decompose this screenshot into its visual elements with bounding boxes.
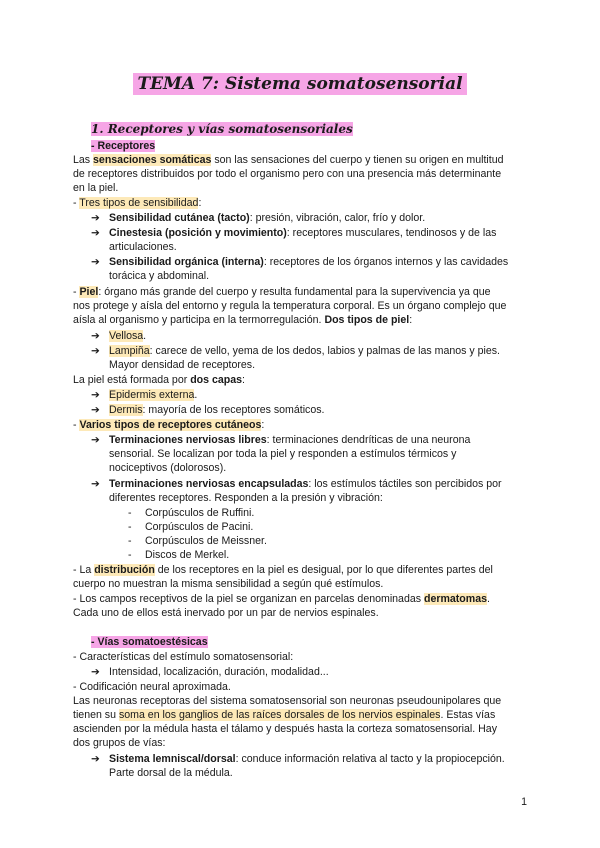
paragraph-line: - La distribución de los receptores en la piel es desigual, por lo que diferentes partes del xyxy=(73,564,493,576)
arrow-bullet-icon: ➔ xyxy=(91,345,100,357)
paragraph-line: ascienden por la médula hasta el tálamo y después hasta la corteza somatosensorial. Hay xyxy=(73,723,497,735)
dash-bullet-icon: - xyxy=(128,535,132,547)
dash-bullet-icon: - xyxy=(128,549,132,561)
list-item: Sistema lemniscal/dorsal: conduce información relativa al tacto y la propiocepción. xyxy=(109,753,505,765)
dash-bullet-icon: - xyxy=(128,521,132,533)
list-item: Sensibilidad cutánea (tacto): presión, vibración, calor, frío y dolor. xyxy=(109,212,426,224)
paragraph-line: nos protege y aísla del entorno y regula la temperatura corporal. Es un órgano complejo que xyxy=(73,300,507,312)
list-item-cont: Mayor densidad de receptores. xyxy=(109,359,256,371)
page-number: 1 xyxy=(521,796,527,808)
section-heading: 1. Receptores y vías somatosensoriales xyxy=(91,122,353,136)
paragraph-line: La piel está formada por dos capas: xyxy=(73,374,245,386)
paragraph-line: - Piel: órgano más grande del cuerpo y resulta fundamental para la supervivencia ya que xyxy=(73,286,491,298)
page-title: TEMA 7: Sistema somatosensorial xyxy=(0,74,600,94)
subheading-receptores: - Receptores xyxy=(91,140,156,152)
list-item: Lampiña: carece de vello, yema de los dedos, labios y palmas de las manos y pies. xyxy=(109,345,501,357)
list-item-cont: diferentes receptores. Responden a la presión y vibración: xyxy=(109,492,383,504)
paragraph-line: tienen su soma en los ganglios de las raíces dorsales de los nervios espinales. Estas vías xyxy=(73,709,496,721)
paragraph-line: aísla al organismo y participa en la termorregulación. Dos tipos de piel: xyxy=(73,314,413,326)
paragraph-line: de receptores distribuidos por todo el organismo pero con una presencia más determinante xyxy=(73,168,502,180)
arrow-bullet-icon: ➔ xyxy=(91,753,100,765)
list-item-cont: torácica y abdominal. xyxy=(109,270,210,282)
list-item: Intensidad, localización, duración, modalidad... xyxy=(109,666,329,678)
paragraph-line: Las sensaciones somáticas son las sensaciones del cuerpo y tienen su origen en multitud xyxy=(73,154,504,166)
list-item-cont: nociceptivos (dolorosos). xyxy=(109,462,227,474)
list-item: Sensibilidad orgánica (interna): receptores de los órganos internos y las cavidades xyxy=(109,256,509,268)
paragraph-line: - Los campos receptivos de la piel se organizan en parcelas denominadas dermatomas. xyxy=(73,593,490,605)
paragraph-line: - Características del estímulo somatosensorial: xyxy=(73,651,294,663)
list-item-cont: articulaciones. xyxy=(109,241,177,253)
arrow-bullet-icon: ➔ xyxy=(91,227,100,239)
paragraph-line: - Tres tipos de sensibilidad: xyxy=(73,197,202,209)
arrow-bullet-icon: ➔ xyxy=(91,212,100,224)
arrow-bullet-icon: ➔ xyxy=(91,404,100,416)
list-item: Terminaciones nerviosas encapsuladas: los estímulos táctiles son percibidos por xyxy=(109,478,502,490)
list-item: Terminaciones nerviosas libres: terminaciones dendríticas de una neurona xyxy=(109,434,471,446)
sublist-item: Corpúsculos de Ruffini. xyxy=(145,507,255,519)
arrow-bullet-icon: ➔ xyxy=(91,256,100,268)
arrow-bullet-icon: ➔ xyxy=(91,330,100,342)
list-item: Dermis: mayoría de los receptores somáticos. xyxy=(109,404,325,416)
list-item: Vellosa. xyxy=(109,330,147,342)
sublist-item: Corpúsculos de Meissner. xyxy=(145,535,267,547)
arrow-bullet-icon: ➔ xyxy=(91,666,100,678)
paragraph-line: - Codificación neural aproximada. xyxy=(73,681,231,693)
list-item: Epidermis externa. xyxy=(109,389,198,401)
paragraph-line: Las neuronas receptoras del sistema somatosensorial son neuronas pseudounipolares que xyxy=(73,695,502,707)
sublist-item: Discos de Merkel. xyxy=(145,549,230,561)
paragraph-line: Cada uno de ellos está inervado por un par de nervios espinales. xyxy=(73,607,379,619)
dash-bullet-icon: - xyxy=(128,507,132,519)
subheading-vias: - Vías somatoestésicas xyxy=(91,636,208,648)
list-item-cont: sensorial. Se localizan por toda la piel y responden a estímulos térmicos y xyxy=(109,448,457,460)
paragraph-line: - Varios tipos de receptores cutáneos: xyxy=(73,419,265,431)
list-item: Cinestesia (posición y movimiento): receptores musculares, tendinosos y de las xyxy=(109,227,497,239)
list-item-cont: Parte dorsal de la médula. xyxy=(109,767,233,779)
paragraph-line: dos grupos de vías: xyxy=(73,737,166,749)
arrow-bullet-icon: ➔ xyxy=(91,434,100,446)
paragraph-line: en la piel. xyxy=(73,182,119,194)
arrow-bullet-icon: ➔ xyxy=(91,389,100,401)
sublist-item: Corpúsculos de Pacini. xyxy=(145,521,254,533)
arrow-bullet-icon: ➔ xyxy=(91,478,100,490)
paragraph-line: cuerpo no muestran la misma sensibilidad a según qué estímulos. xyxy=(73,578,384,590)
